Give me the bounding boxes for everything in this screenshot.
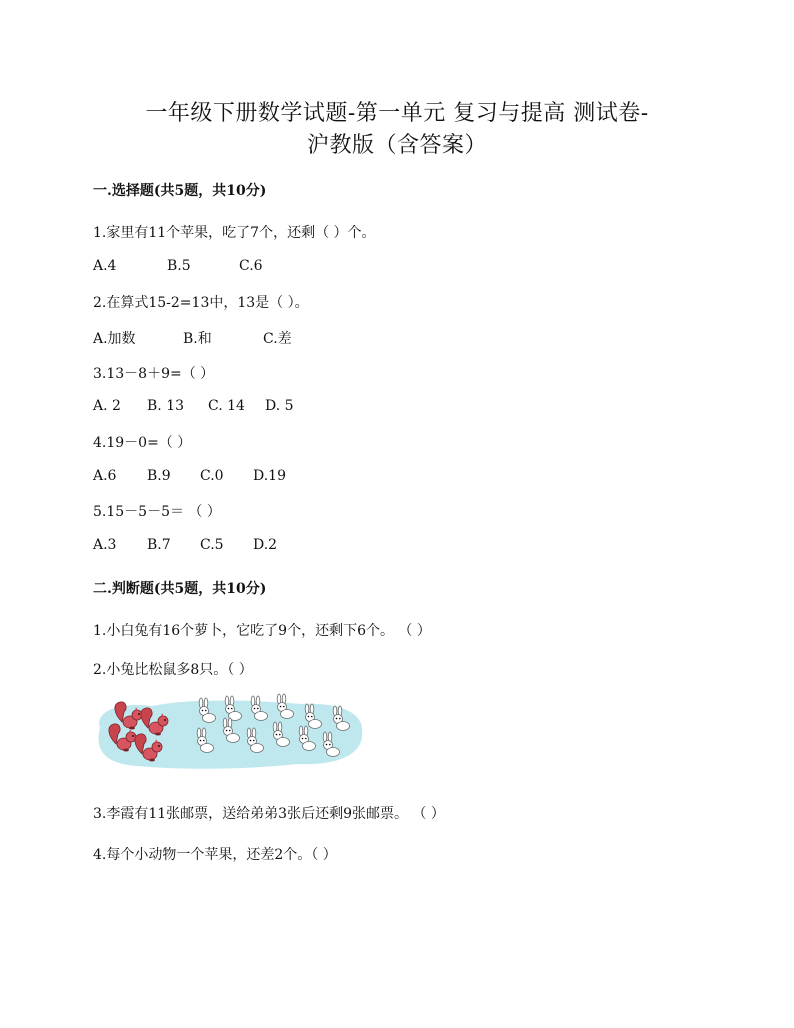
question-1-1: 1.家里有11个苹果，吃了7个，还剩（ ）个。 — [93, 225, 376, 241]
option-a: A.加数 — [93, 331, 136, 347]
section1-heading: 一.选择题(共5题，共10分) — [93, 183, 267, 199]
page-title-line2: 沪教版（含答案） — [306, 133, 487, 158]
section2-heading: 二.判断题(共5题，共10分) — [93, 581, 267, 597]
option-a: A.6 — [93, 468, 117, 484]
option-b: B.7 — [147, 537, 171, 553]
question-1-2: 2.在算式15-2=13中，13是（ ）。 — [93, 295, 309, 311]
option-c: C.6 — [239, 258, 263, 274]
option-c: C.差 — [263, 331, 292, 347]
option-a: A. 2 — [93, 398, 121, 414]
option-d: D. 5 — [265, 398, 294, 414]
question-2-3: 3.李霞有11张邮票，送给弟弟3张后还剩9张邮票。 （ ） — [93, 806, 445, 822]
question-2-1: 1.小白兔有16个萝卜，它吃了9个，还剩下6个。 （ ） — [93, 623, 431, 639]
option-a: A.3 — [93, 537, 117, 553]
option-a: A.4 — [93, 258, 117, 274]
option-b: B.和 — [183, 331, 212, 347]
option-b: B.5 — [167, 258, 191, 274]
question-1-4: 4.19－0=（ ） — [93, 435, 192, 451]
option-c: C. 14 — [208, 398, 245, 414]
option-b: B. 13 — [147, 398, 185, 414]
option-d: D.2 — [253, 537, 278, 553]
option-c: C.0 — [200, 468, 224, 484]
option-b: B.9 — [147, 468, 171, 484]
question-2-2: 2.小兔比松鼠多8只。（ ） — [93, 662, 253, 678]
option-c: C.5 — [200, 537, 224, 553]
squirrels-and-rabbits-picture — [92, 690, 367, 772]
question-1-5: 5.15－5－5＝ （ ） — [93, 504, 221, 520]
question-2-4: 4.每个小动物一个苹果，还差2个。（ ） — [93, 847, 337, 863]
question-1-3: 3.13－8＋9=（ ） — [93, 366, 215, 382]
page-title-line1: 一年级下册数学试题-第一单元 复习与提高 测试卷- — [145, 101, 649, 126]
option-d: D.19 — [253, 468, 286, 484]
